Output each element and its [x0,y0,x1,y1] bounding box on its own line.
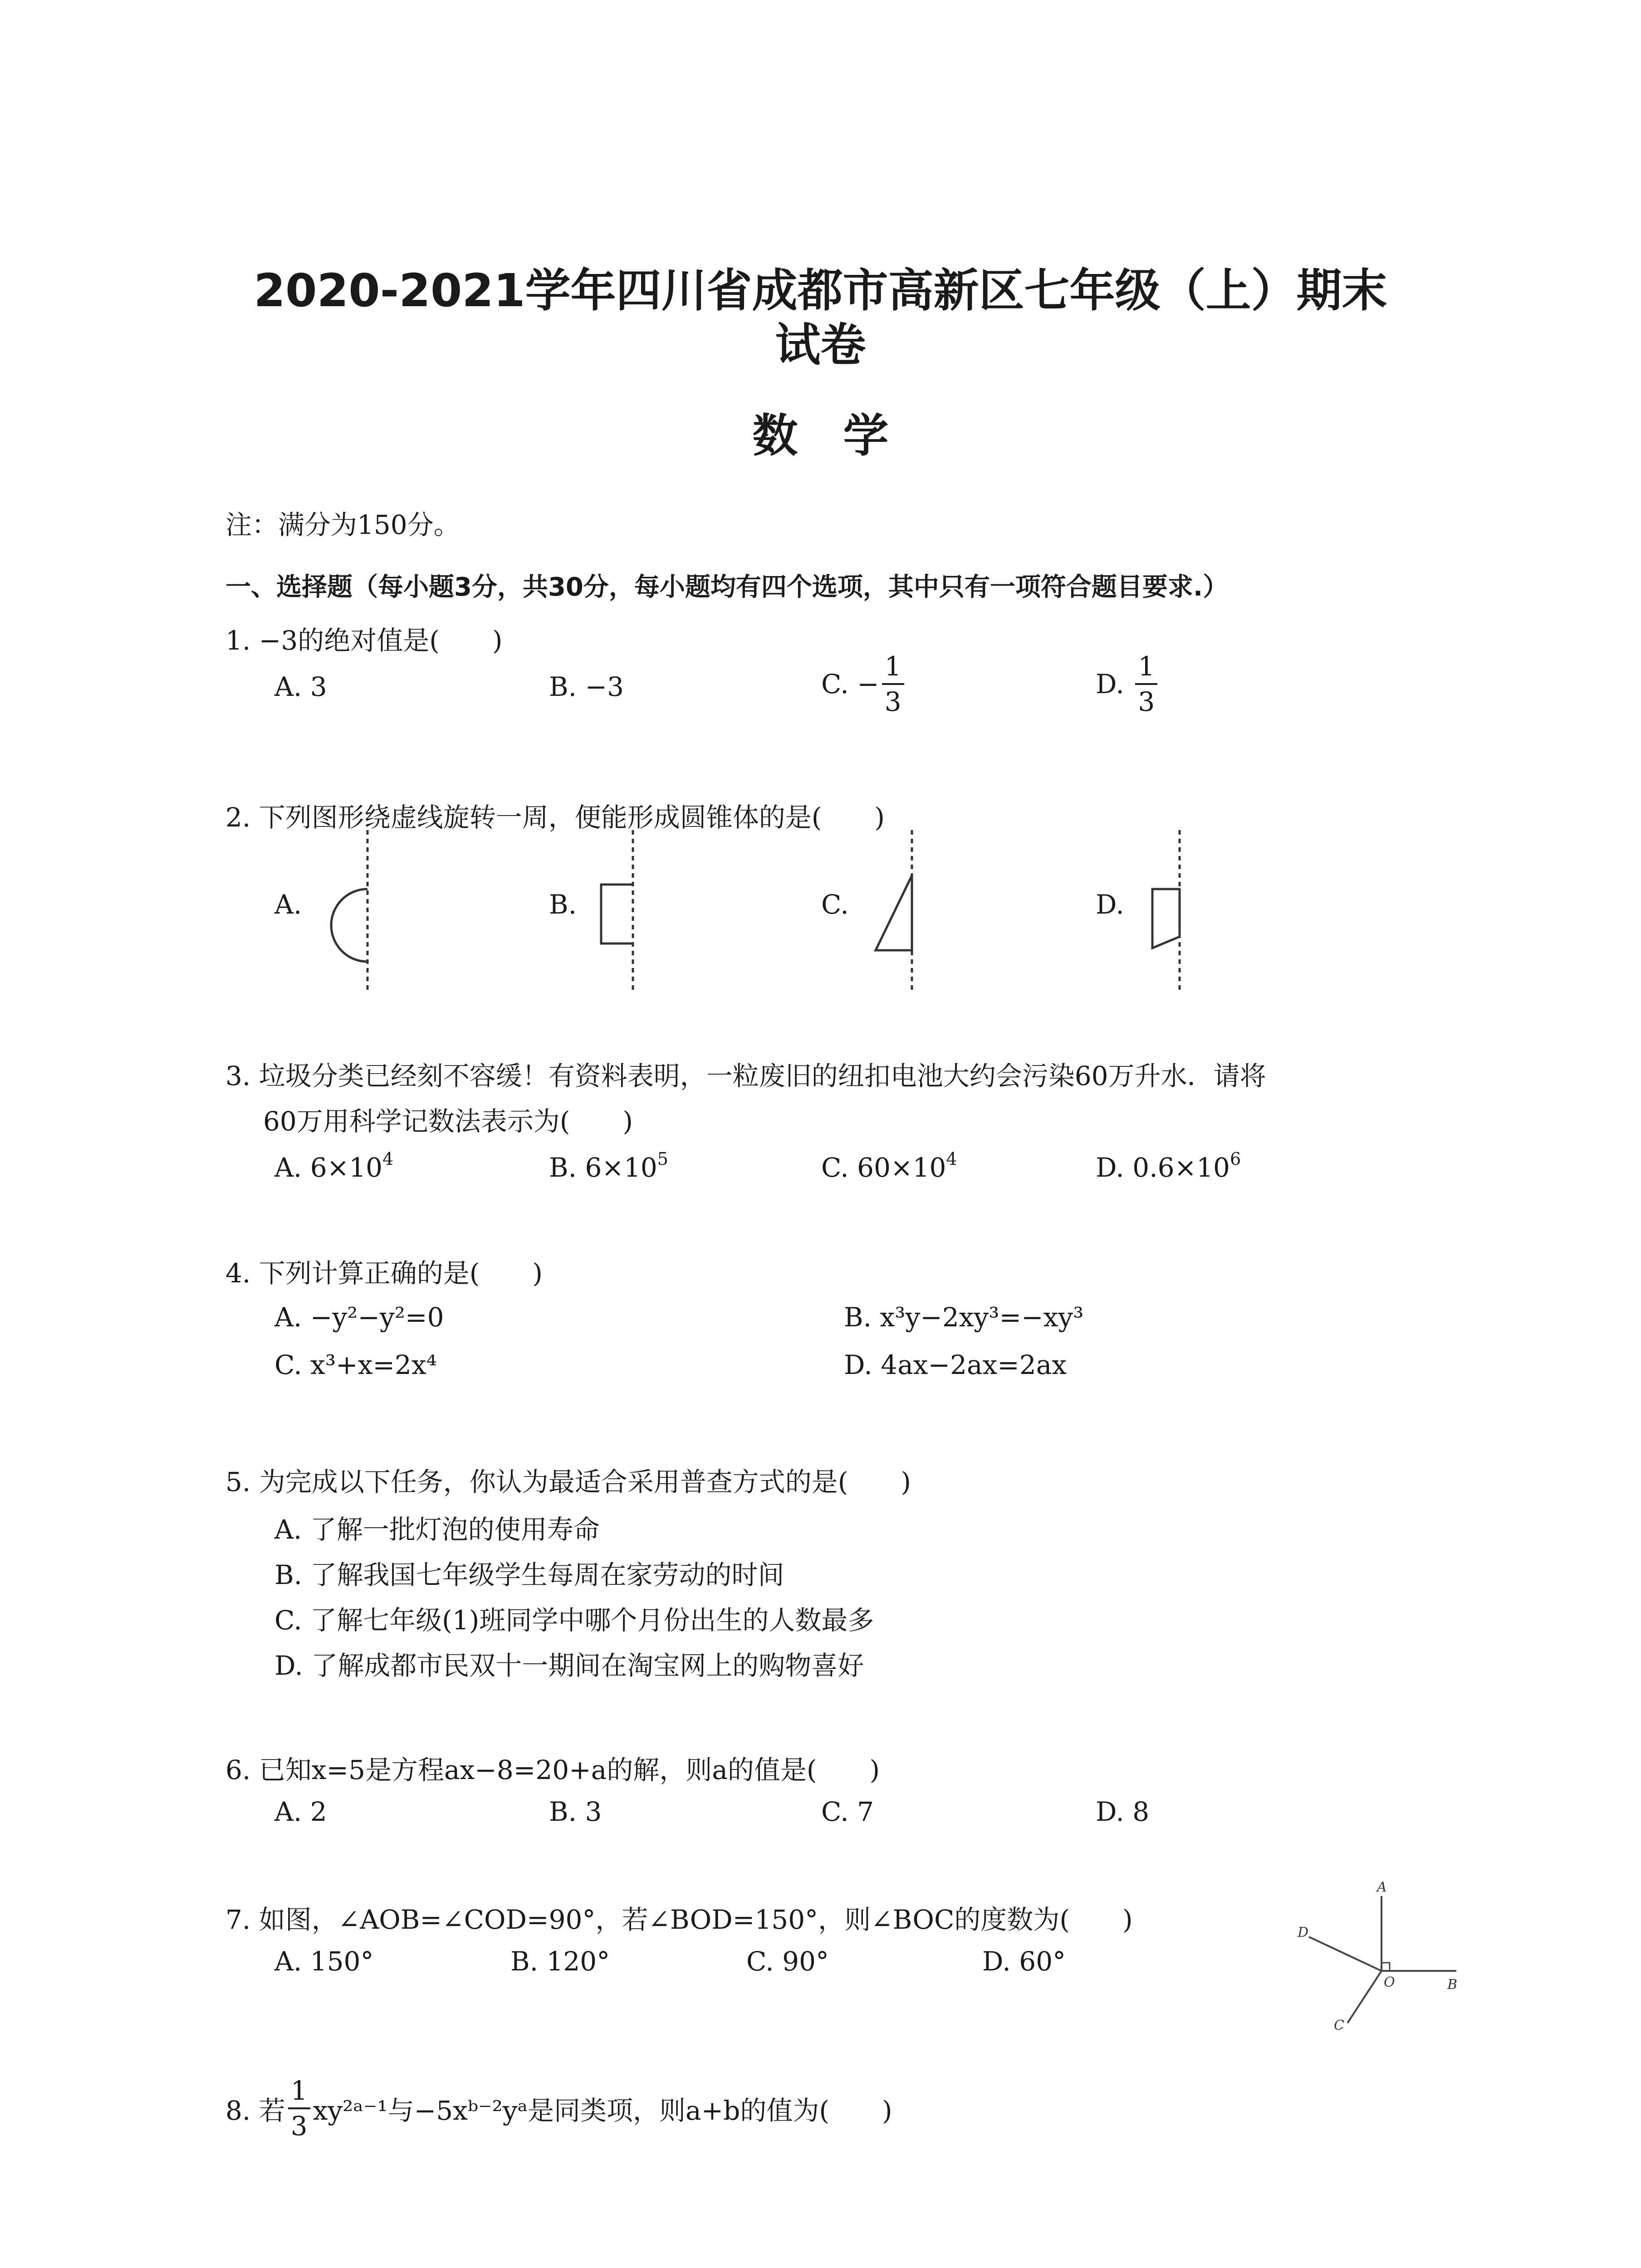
score-note: 注：满分为150分。 [225,509,460,540]
q1-option-c [821,653,907,715]
q2-figure-d-trapezoid [1139,830,1202,993]
q8-fraction [288,2077,310,2139]
q3-option-a-base: A. 6×10 [274,1152,383,1183]
q1-option-d [1096,653,1160,715]
label-d: D [1298,1925,1309,1941]
q1-option-c-fraction [882,653,904,715]
question-6-stem: 6. 已知x=5是方程ax−8=20+a的解，则a的值是( ) [225,1755,880,1785]
label-c: C [1334,2018,1344,2033]
q2-option-a: A. [274,889,302,920]
fraction-numerator: 1 [288,2077,310,2109]
q3-option-b-exponent: 5 [657,1149,668,1169]
q3-option-a-exponent: 4 [382,1149,394,1169]
q6-option-c: C. 7 [821,1796,874,1827]
q1-option-d-label: D. [1096,669,1133,699]
exam-title-line1: 2020-2021学年四川省成都市高新区七年级（上）期末 [254,264,1387,317]
q3-option-d [1096,1149,1241,1183]
fraction-denominator: 3 [290,2111,308,2141]
q2-option-b: B. [549,889,577,920]
fraction-numerator: 1 [1135,653,1157,685]
q5-option-d: D. 了解成都市民双十一期间在淘宝网上的购物喜好 [274,1650,864,1681]
q3-option-a [274,1149,394,1183]
q1-option-c-label: C. − [821,669,879,699]
fraction-denominator: 3 [884,686,901,717]
fraction-denominator: 3 [1138,686,1155,717]
question-1-stem: 1. −3的绝对值是( ) [225,625,503,656]
q2-figure-a-semicircle [318,830,381,993]
question-3-stem-line1: 3. 垃圾分类已经刻不容缓！有资料表明，一粒废旧的纽扣电池大约会污染60万升水．请将 [225,1061,1266,1091]
q8-rest: xy²ᵃ⁻¹与−5xᵇ⁻²yᵃ是同类项，则a+b的值为( ) [313,2095,892,2126]
question-8-stem [225,2077,892,2139]
q3-option-d-exponent: 6 [1230,1149,1241,1169]
question-7-stem: 7. 如图，∠AOB=∠COD=90°，若∠BOD=150°，则∠BOC的度数为( ) [225,1904,1133,1935]
exam-title-line2: 试卷 [775,318,866,371]
q4-option-b: B. x³y−2xy³=−xy³ [844,1302,1084,1333]
subject-heading: 数学 [752,409,934,462]
q8-prefix: 8. 若 [225,2095,285,2126]
q3-option-c-exponent: 4 [946,1149,957,1169]
label-a: A [1377,1879,1387,1895]
q3-option-c-base: C. 60×10 [821,1152,946,1183]
q4-option-a: A. −y²−y²=0 [274,1302,444,1333]
q2-figure-b-rectangle [590,830,653,993]
q7-option-c: C. 90° [746,1946,829,1977]
label-b: B [1447,1977,1458,1993]
fraction-numerator: 1 [882,653,904,685]
q3-option-d-base: D. 0.6×10 [1096,1152,1230,1183]
q3-option-b-base: B. 6×10 [549,1152,657,1183]
q5-option-a: A. 了解一批灯泡的使用寿命 [274,1514,600,1545]
label-o: O [1384,1975,1395,1990]
q2-option-c: C. [821,889,849,920]
q3-option-c [821,1149,957,1183]
q7-option-a: A. 150° [274,1946,374,1977]
q6-option-d: D. 8 [1096,1796,1150,1827]
q7-option-b: B. 120° [510,1946,610,1977]
question-4-stem: 4. 下列计算正确的是( ) [225,1258,543,1289]
q6-option-b: B. 3 [549,1796,602,1827]
q3-option-b [549,1149,668,1183]
q5-option-b: B. 了解我国七年级学生每周在家劳动的时间 [274,1559,784,1590]
q4-option-c: C. x³+x=2x⁴ [274,1349,437,1380]
q1-option-d-fraction [1135,653,1157,715]
question-2-stem: 2. 下列图形绕虚线旋转一周，便能形成圆锥体的是( ) [225,802,885,833]
q2-option-d: D. [1096,889,1124,920]
q7-angle-figure [1288,1873,1470,2037]
question-3-stem-line2: 60万用科学记数法表示为( ) [263,1106,633,1137]
q1-option-a: A. 3 [274,671,327,702]
q6-option-a: A. 2 [274,1796,327,1827]
section-heading: 一、选择题（每小题3分，共30分，每小题均有四个选项，其中只有一项符合题目要求.） [225,572,1229,602]
question-5-stem: 5. 为完成以下任务，你认为最适合采用普查方式的是( ) [225,1466,911,1497]
q2-figure-c-triangle [862,830,926,993]
q1-option-b: B. −3 [549,671,624,702]
q7-option-d: D. 60° [982,1946,1066,1977]
q4-option-d: D. 4ax−2ax=2ax [844,1349,1067,1380]
q5-option-c: C. 了解七年级(1)班同学中哪个月份出生的人数最多 [274,1605,874,1636]
